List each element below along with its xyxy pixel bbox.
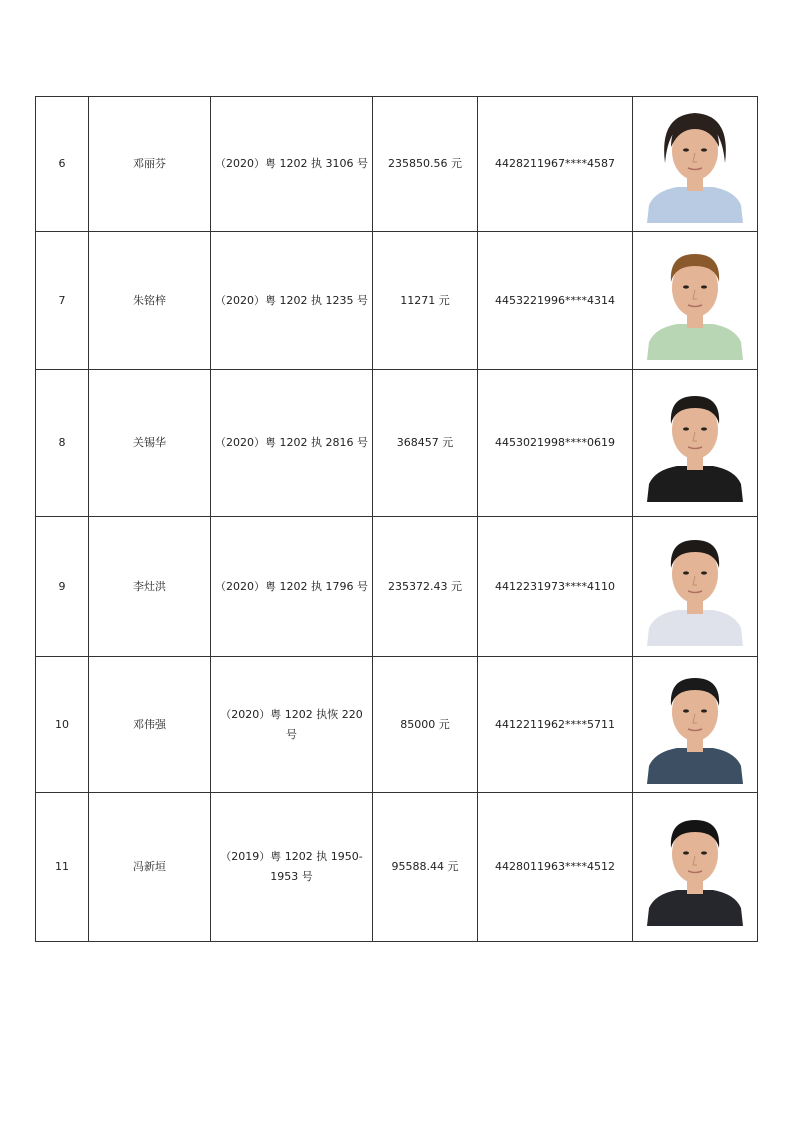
person-name-cell: 冯新垣: [89, 793, 211, 942]
person-name-cell: 邓丽芬: [89, 97, 211, 232]
case-number-cell: （2020）粤 1202 执 2816 号: [211, 370, 373, 517]
id-number-cell: 4412231973****4110: [478, 517, 633, 657]
debtor-table: [35, 96, 758, 942]
person-name-cell: 李灶洪: [89, 517, 211, 657]
photo-cell: [633, 517, 758, 657]
id-number-cell: 4412211962****5711: [478, 657, 633, 793]
male-portrait: [645, 242, 745, 360]
row-index-cell: 8: [36, 370, 89, 517]
row-index-cell: 10: [36, 657, 89, 793]
table-row: [36, 657, 758, 793]
amount-cell: 11271 元: [373, 232, 478, 370]
row-index-cell: 11: [36, 793, 89, 942]
table-row: [36, 793, 758, 942]
person-name-cell: 邓伟强: [89, 657, 211, 793]
table-row: [36, 97, 758, 232]
person-name-cell: 关锡华: [89, 370, 211, 517]
amount-cell: 235372.43 元: [373, 517, 478, 657]
id-number-cell: 4453021998****0619: [478, 370, 633, 517]
person-name-cell: 朱铭梓: [89, 232, 211, 370]
table-body: [36, 97, 758, 942]
photo-cell: [633, 793, 758, 942]
amount-cell: 235850.56 元: [373, 97, 478, 232]
photo-cell: [633, 370, 758, 517]
male-portrait: [645, 528, 745, 646]
case-number-cell: （2019）粤 1202 执 1950-1953 号: [211, 793, 373, 942]
id-number-cell: 4428211967****4587: [478, 97, 633, 232]
table-row: [36, 517, 758, 657]
row-index-cell: 9: [36, 517, 89, 657]
amount-cell: 368457 元: [373, 370, 478, 517]
row-index-cell: 6: [36, 97, 89, 232]
photo-cell: [633, 657, 758, 793]
female-portrait: [645, 105, 745, 223]
male-portrait: [645, 666, 745, 784]
id-number-cell: 4428011963****4512: [478, 793, 633, 942]
case-number-cell: （2020）粤 1202 执 1796 号: [211, 517, 373, 657]
case-number-cell: （2020）粤 1202 执 3106 号: [211, 97, 373, 232]
case-number-cell: （2020）粤 1202 执恢 220 号: [211, 657, 373, 793]
table-row: [36, 370, 758, 517]
photo-cell: [633, 232, 758, 370]
table-row: [36, 232, 758, 370]
photo-cell: [633, 97, 758, 232]
male-portrait: [645, 384, 745, 502]
male-portrait: [645, 808, 745, 926]
case-number-cell: （2020）粤 1202 执 1235 号: [211, 232, 373, 370]
amount-cell: 95588.44 元: [373, 793, 478, 942]
id-number-cell: 4453221996****4314: [478, 232, 633, 370]
row-index-cell: 7: [36, 232, 89, 370]
amount-cell: 85000 元: [373, 657, 478, 793]
